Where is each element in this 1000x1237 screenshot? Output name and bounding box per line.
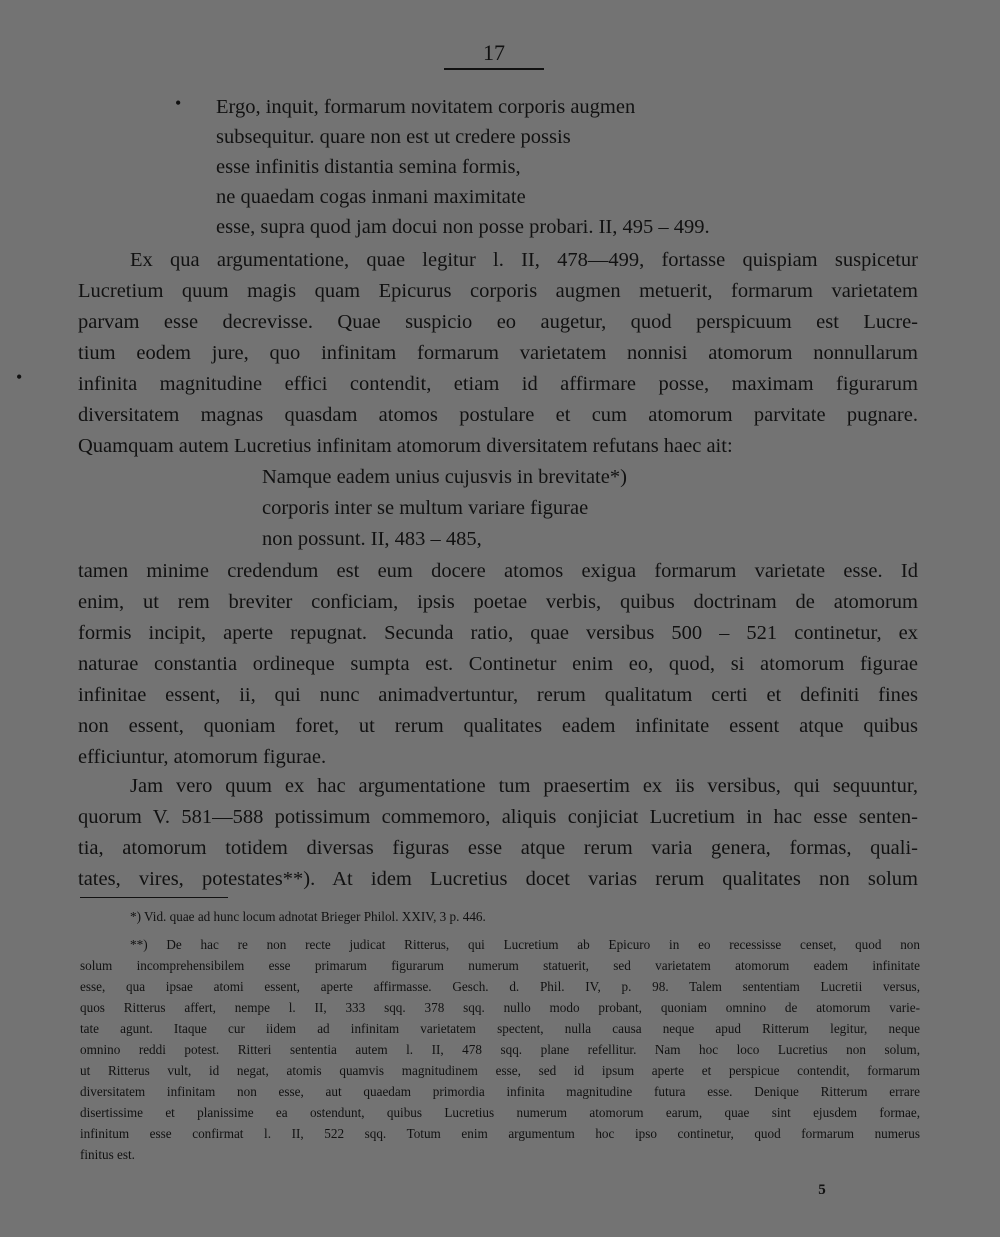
paragraph-line: naturae constantia ordineque sumpta est. Continetur enim eo, quod, si atomorum figurae [78,653,918,675]
paragraph-line: Lucretium quum magis quam Epicurus corporis augmen metuerit, formarum varietatem [78,280,918,302]
verse-line: subsequitur. quare non est ut credere possis [216,126,571,148]
paragraph-line: formis incipit, aperte repugnat. Secunda ratio, quae versibus 500 – 521 continetur, ex [78,622,918,644]
paragraph-line: infinitae essent, ii, qui nunc animadvertuntur, rerum qualitatum certi et definiti fines [78,684,918,706]
verse-line: corporis inter se multum variare figurae [262,497,589,519]
paragraph-line: Jam vero quum ex hac argumentatione tum praesertim ex iis versibus, qui sequuntur, [130,775,918,797]
paragraph-line: Ex qua argumentatione, quae legitur l. II, 478—499, fortasse quispiam suspicetur [130,249,918,271]
footnote-2-line: solum incomprehensibilem esse primarum figurarum numerum statuerit, sed varietatem atomorum eadem infinitate [80,958,920,973]
footnote-2-line: disertissime et planissime ea ostendunt, quibus Lucretius numerum atomorum earum, quae sint ejusdem formae, [80,1105,920,1120]
paragraph-line: efficiuntur, atomorum figurae. [78,746,327,768]
footnote-2-line: infinitum esse confirmat l. II, 522 sqq. Totum enim argumentum hoc ipso continetur, quod formarum numerus [80,1126,920,1141]
paragraph-line: tia, atomorum totidem diversas figuras esse atque rerum varia genera, formas, quali- [78,837,918,859]
footnote-2-line: ut Ritterus vult, id negat, atomis quamvis magnitudinem esse, sed id ipsum aperte et perspicue contendit, formarum [80,1063,920,1078]
paragraph-line: Quamquam autem Lucretius infinitam atomorum diversitatem refutans haec ait: [78,435,733,457]
footnote-2-line: esse, qua ipsae atomi essent, aperte affirmasse. Gesch. d. Phil. IV, p. 98. Talem sententiam Lucretii versus, [80,979,920,994]
verse-line: ne quaedam cogas inmani maximitate [216,186,526,208]
paragraph-line: parvam esse decrevisse. Quae suspicio eo augetur, quod perspicuum est Lucre- [78,311,918,333]
footnote-2-line: omnino reddi potest. Ritteri sententia autem l. II, 478 sqq. plane refellitur. Nam hoc loco Lucretius non solum, [80,1042,920,1057]
footnote-1: *) Vid. quae ad hunc locum adnotat Brieger Philol. XXIV, 3 p. 446. [130,909,486,924]
signature-mark: 5 [818,1182,826,1198]
footnote-2-line: quos Ritterus affert, nempe l. II, 333 sqq. 378 sqq. nullo modo probant, quoniam omnino de atomorum varie- [80,1000,920,1015]
paragraph-line: quorum V. 581—588 potissimum commemoro, aliquis conjiciat Lucretium in hac esse senten- [78,806,918,828]
verse-line: esse infinitis distantia semina formis, [216,156,521,178]
page-number: 17 [483,40,505,65]
footnote-2-line: **) De hac re non recte judicat Ritterus, qui Lucretium ab Epicuro in eo recessisse censet, quod non [130,937,920,952]
paragraph-line: tates, vires, potestates**). At idem Lucretius docet varias rerum qualitates non solum [78,868,918,890]
paragraph-line: non essent, quoniam foret, ut rerum qualitates eadem infinitate essent atque quibus [78,715,918,737]
verse-line: Ergo, inquit, formarum novitatem corporis augmen [216,96,636,118]
page-number-rule [444,68,544,70]
paragraph-line: tamen minime credendum est eum docere atomos exigua formarum varietate esse. Id [78,560,918,582]
verse-line: esse, supra quod jam docui non posse probari. II, 495 – 499. [216,216,710,238]
verse-line: Namque eadem unius cujusvis in brevitate*) [262,466,627,488]
paragraph-line: enim, ut rem breviter conficiam, ipsis poetae verbis, quibus doctrinam de atomorum [78,591,918,613]
margin-dot: • [175,93,182,113]
footnote-2-line: tate agunt. Itaque cur iidem ad infinitam varietatem spectent, nulla causa neque apud Ritterum legitur, neque [80,1021,920,1036]
footnote-2-line: diversitatem infinitam non esse, aut quaedam primordia infinita magnitudine futura esse. Denique Ritterum errare [80,1084,920,1099]
paragraph-line: tium eodem jure, quo infinitam formarum varietatem nonnisi atomorum nonnullarum [78,342,918,364]
paragraph-line: infinita magnitudine effici contendit, etiam id affirmare posse, maximam figurarum [78,373,918,395]
paragraph-line: diversitatem magnas quasdam atomos postulare et cum atomorum parvitate pugnare. [78,404,918,426]
margin-dot: • [16,367,23,387]
footnote-rule [80,897,228,898]
footnote-2-line: finitus est. [80,1147,135,1162]
verse-line: non possunt. II, 483 – 485, [262,528,482,550]
